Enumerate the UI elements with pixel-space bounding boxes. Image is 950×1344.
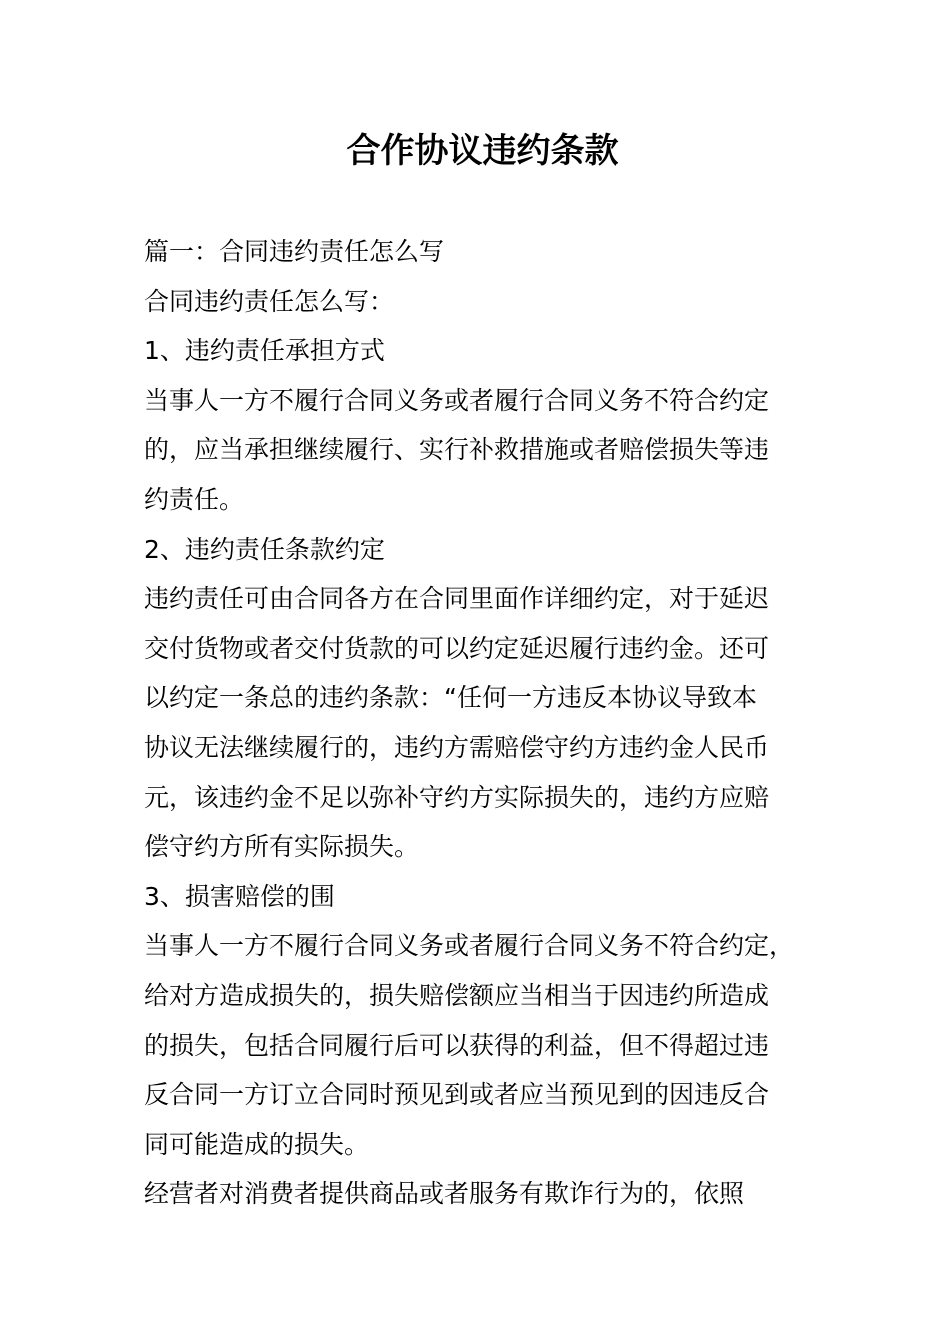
list-item-heading: 2、违约责任条款约定: [144, 534, 385, 564]
list-item-heading: 3、损害赔偿的围: [144, 881, 335, 911]
paragraph-line: 同可能造成的损失。: [144, 1129, 370, 1159]
paragraph-line: 当事人一方不履行合同义务或者履行合同义务不符合约定: [144, 385, 770, 415]
paragraph-line: 约责任。: [144, 484, 245, 514]
paragraph-line: 给对方造成损失的，损失赔偿额应当相当于因违约所造成: [144, 980, 770, 1010]
paragraph-line: 违约责任可由合同各方在合同里面作详细约定，对于延迟: [144, 584, 770, 614]
paragraph-line: 交付货物或者交付货款的可以约定延迟履行违约金。还可: [144, 633, 770, 663]
paragraph-line: 偿守约方所有实际损失。: [144, 832, 420, 862]
subheading: 合同违约责任怎么写：: [144, 286, 395, 316]
document-body: [144, 227, 834, 1219]
paragraph-line: 当事人一方不履行合同义务或者履行合同义务不符合约定，: [144, 931, 795, 961]
paragraph-line: 经营者对消费者提供商品或者服务有欺诈行为的，依照: [144, 1179, 745, 1209]
paragraph-line: 协议无法继续履行的，违约方需赔偿守约方违约金人民币: [144, 732, 770, 762]
paragraph-line: 以约定一条总的违约条款：“任何一方违反本协议导致本: [144, 683, 757, 713]
paragraph-line: 元，该违约金不足以弥补守约方实际损失的，违约方应赔: [144, 782, 770, 812]
list-item-heading: 1、违约责任承担方式: [144, 336, 385, 366]
paragraph-line: 的，应当承担继续履行、实行补救措施或者赔偿损失等违: [144, 435, 770, 465]
section-heading: 篇一：合同违约责任怎么写: [144, 237, 445, 266]
paragraph-line: 的损失，包括合同履行后可以获得的利益，但不得超过违: [144, 1030, 770, 1060]
document-title: 合作协议违约条款: [346, 131, 619, 171]
paragraph-line: 反合同一方订立合同时预见到或者应当预见到的因违反合: [144, 1080, 770, 1110]
